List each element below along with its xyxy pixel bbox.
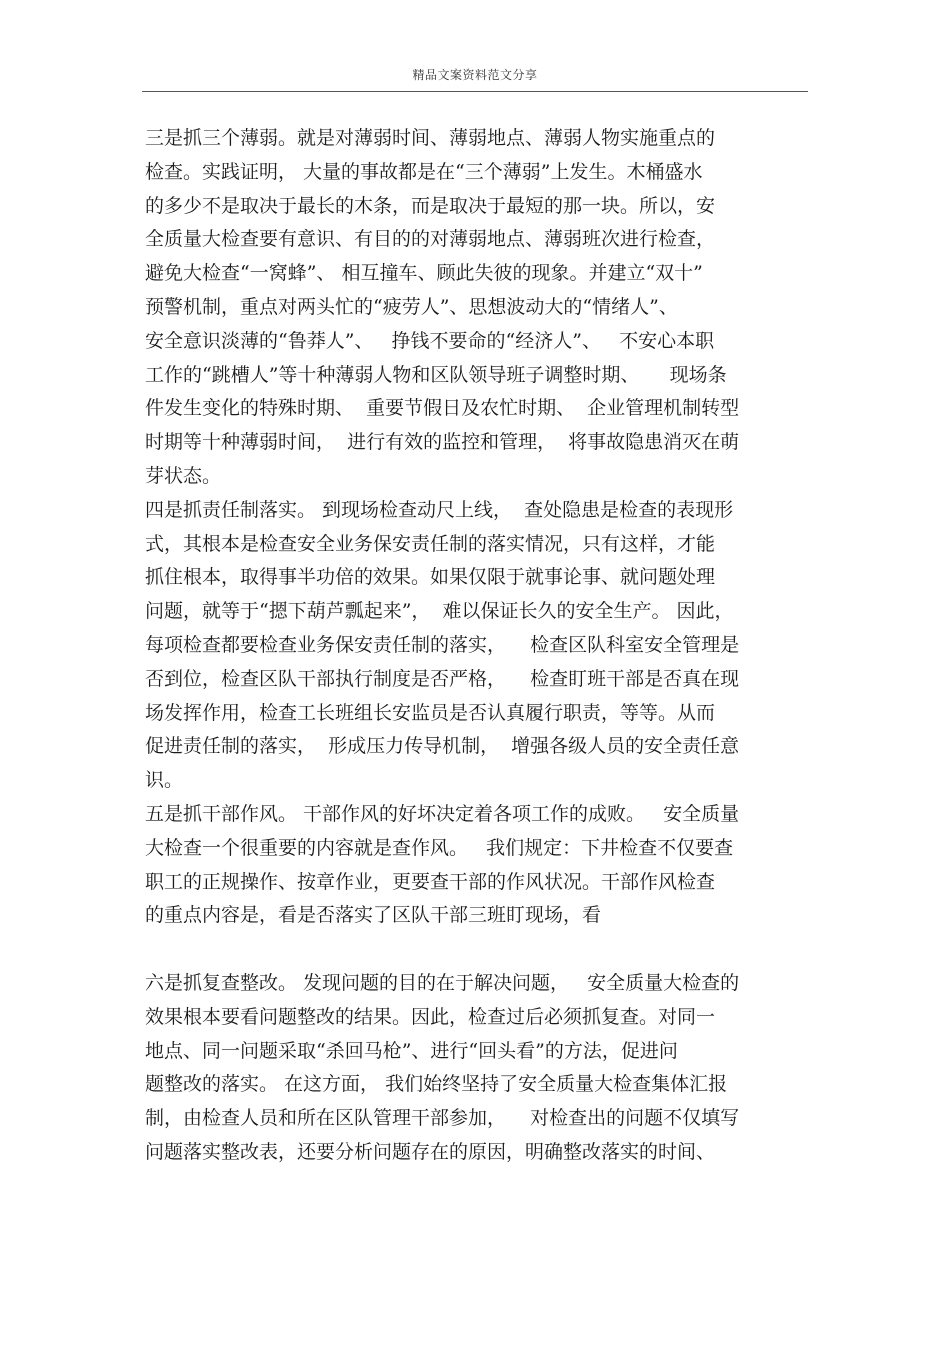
text-line: 大检查一个很重要的内容就是查作风。 我们规定：下井检查不仅要查 [145, 836, 734, 859]
text-line: 安全意识淡薄的“鲁莽人”、 挣钱不要命的“经济人”、 不安心本职 [145, 329, 715, 352]
text-line: 件发生变化的特殊时期、 重要节假日及农忙时期、 企业管理机制转型 [145, 397, 740, 420]
text-line: 三是抓三个薄弱。就是对薄弱时间、薄弱地点、薄弱人物实施重点的 [145, 127, 716, 149]
text-line: 题整改的落实。 在这方面， 我们始终坚持了安全质量大检查集体汇报 [145, 1073, 728, 1096]
text-line: 避免大检查“一窝蜂”、 相互撞车、顾此失彼的现象。并建立“双十” [145, 262, 703, 285]
paragraph-review-rectification [145, 967, 810, 1170]
text-line: 每项检查都要检查业务保安责任制的落实， 检查区队科室安全管理是 [145, 633, 740, 656]
text-line: 抓住根本，取得事半功倍的效果。如果仅限于就事论事、就问题处理 [145, 566, 716, 589]
text-line: 问题，就等于“摁下葫芦瓢起来”， 难以保证长久的安全生产。 因此， [145, 600, 734, 623]
text-line: 效果根本要看问题整改的结果。因此，检查过后必须抓复查。对同一 [145, 1005, 716, 1028]
text-line: 识。 [145, 769, 184, 792]
document-body [145, 122, 810, 1170]
text-line: 的多少不是取决于最长的木条，而是取决于最短的那一块。所以，安 [145, 194, 716, 217]
page-header: 精品文案资料范文分享 [412, 68, 538, 82]
text-line: 预警机制，重点对两头忙的“疲劳人”、思想波动大的“情绪人”、 [145, 295, 678, 318]
text-line: 芽状态。 [145, 464, 222, 487]
text-line: 检查。实践证明， 大量的事故都是在“三个薄弱”上发生。木桶盛水 [145, 160, 703, 183]
text-line: 工作的“跳槽人”等十种薄弱人物和区队领导班子调整时期、 现场条 [145, 363, 727, 386]
text-line: 四是抓责任制落实。 到现场检查动尺上线， 查处隐患是检查的表现形 [145, 498, 734, 521]
text-line: 职工的正规操作、按章作业，更要查干部的作风状况。干部作风检查 [145, 870, 716, 893]
text-line: 制，由检查人员和所在区队管理干部参加， 对检查出的问题不仅填写 [145, 1107, 740, 1130]
paragraph-gap [145, 933, 810, 967]
paragraph-responsibility [145, 494, 810, 798]
text-line: 六是抓复查整改。 发现问题的目的在于解决问题， 安全质量大检查的 [145, 971, 740, 994]
text-line: 场发挥作用，检查工长班组长安监员是否认真履行职责，等等。从而 [145, 701, 716, 724]
text-line: 全质量大检查要有意识、有目的的对薄弱地点、薄弱班次进行检查， [145, 228, 716, 251]
text-line: 地点、同一问题采取“杀回马枪”、进行“回头看”的方法，促进问 [145, 1039, 678, 1062]
text-line: 的重点内容是，看是否落实了区队干部三班盯现场，看 [145, 904, 602, 927]
text-line: 时期等十种薄弱时间， 进行有效的监控和管理， 将事故隐患消灭在萌 [145, 431, 740, 454]
text-line: 式，其根本是检查安全业务保安责任制的落实情况，只有这样，才能 [145, 532, 716, 555]
text-line: 促进责任制的落实， 形成压力传导机制， 增强各级人员的安全责任意 [145, 735, 740, 758]
text-line: 否到位，检查区队干部执行制度是否严格， 检查盯班干部是否真在现 [145, 667, 740, 690]
text-line: 五是抓干部作风。 干部作风的好坏决定着各项工作的成败。 安全质量 [145, 802, 740, 825]
text-line: 问题落实整改表，还要分析问题存在的原因，明确整改落实的时间、 [145, 1140, 716, 1163]
paragraph-weak-points [145, 122, 810, 494]
header-divider [142, 91, 808, 92]
paragraph-cadre-style [145, 798, 810, 933]
